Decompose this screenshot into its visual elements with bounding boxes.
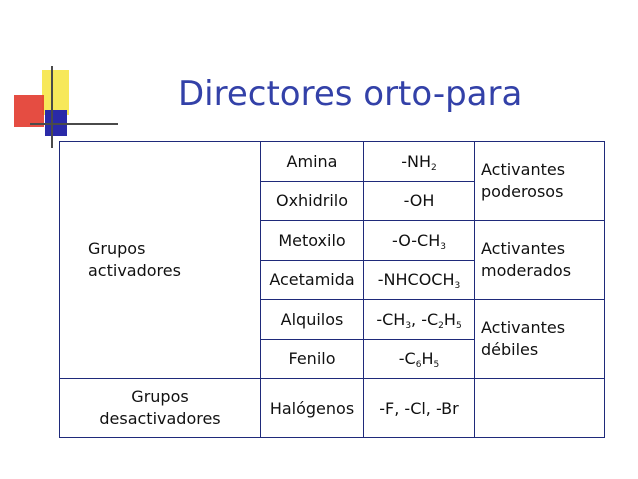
- substituent-formula: [364, 142, 475, 182]
- formula-subscript: 2: [438, 320, 444, 331]
- substituent-formula: [364, 181, 475, 221]
- slide-title: Directores orto-para: [178, 74, 523, 114]
- group-label-line: activadores: [88, 261, 181, 280]
- formula-text: -CH: [376, 309, 406, 329]
- formula-subscript: 2: [431, 162, 437, 173]
- formula-subscript: 5: [455, 320, 462, 331]
- substituent-formula: [364, 260, 475, 300]
- formula-subscript: 3: [405, 320, 412, 331]
- substituent-formula: [364, 300, 475, 340]
- category-label-line: Activantes: [481, 160, 566, 180]
- table-row: [60, 379, 605, 438]
- category-label-line: Activantes: [481, 239, 566, 259]
- formula-text: H: [421, 349, 434, 369]
- activating-groups-cell: [60, 142, 261, 379]
- deactivating-groups-cell: [60, 379, 261, 438]
- category-label-line: Activantes: [481, 318, 566, 338]
- formula-text: , -C: [411, 309, 439, 329]
- formula-text: -OH: [403, 191, 435, 211]
- category-label-line: débiles: [481, 340, 539, 359]
- category-label-line: moderados: [481, 261, 572, 280]
- empty-category-cell: [475, 379, 605, 438]
- substituent-name: Metoxilo: [261, 221, 364, 261]
- category-cell: [475, 221, 605, 300]
- substituent-name: Fenilo: [261, 339, 364, 379]
- substituent-formula: [364, 379, 475, 438]
- group-label-line: desactivadores: [99, 409, 221, 428]
- formula-text: -F, -Cl, -Br: [379, 398, 459, 418]
- substituent-name: Halógenos: [261, 379, 364, 438]
- formula-subscript: 6: [415, 360, 422, 371]
- logo-horizontal-line: [30, 123, 118, 125]
- logo-yellow-square: [42, 70, 69, 115]
- substituent-name: Amina: [261, 142, 364, 182]
- table-row: [60, 142, 605, 182]
- formula-text: H: [443, 309, 456, 329]
- directors-table: [59, 141, 605, 438]
- substituent-name: Oxhidrilo: [261, 181, 364, 221]
- decorative-logo: [0, 0, 120, 150]
- logo-vertical-line: [51, 66, 53, 148]
- category-cell: [475, 300, 605, 379]
- formula-subscript: 3: [454, 281, 461, 292]
- substituent-name: Alquilos: [261, 300, 364, 340]
- formula-subscript: 5: [433, 360, 440, 371]
- formula-text: -O-CH: [392, 230, 441, 250]
- category-label-line: poderosos: [481, 182, 564, 201]
- category-cell: [475, 142, 605, 221]
- substituent-formula: [364, 339, 475, 379]
- substituent-formula: [364, 221, 475, 261]
- formula-subscript: 3: [440, 241, 446, 252]
- formula-text: -NHCOCH: [377, 270, 455, 290]
- formula-text: -C: [398, 349, 416, 369]
- substituent-name: Acetamida: [261, 260, 364, 300]
- group-label-line: Grupos: [131, 387, 189, 407]
- formula-text: -NH: [401, 151, 432, 171]
- group-label-line: Grupos: [88, 239, 146, 259]
